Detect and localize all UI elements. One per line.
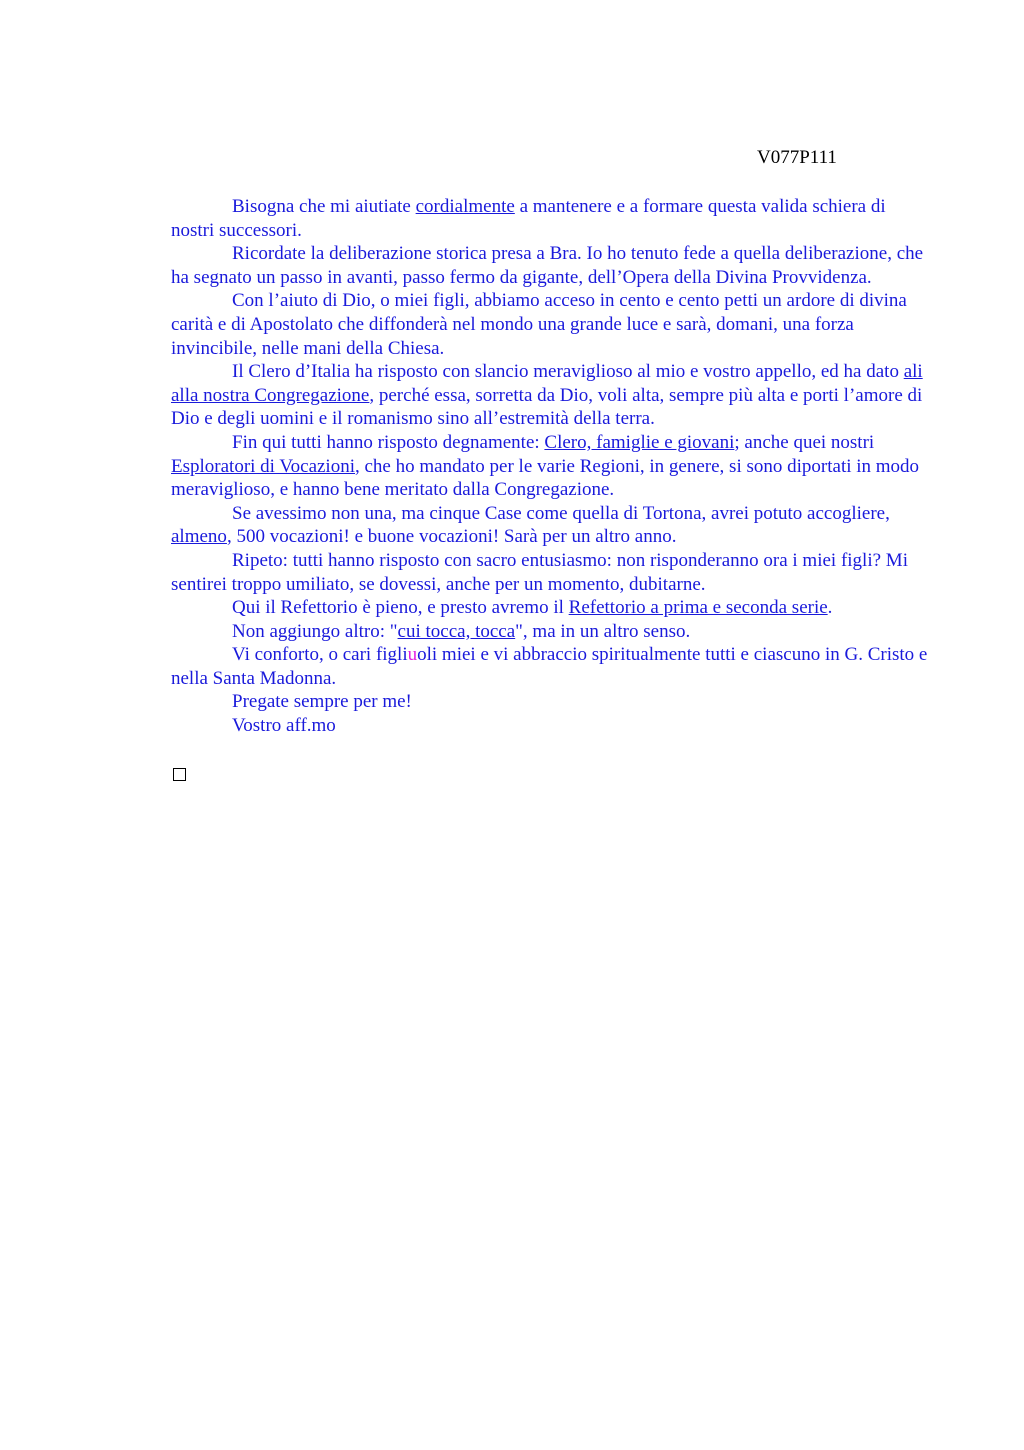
text-run: Ricordate la deliberazione storica presa a Bra. Io ho tenuto fede a quella deliberazione, che ha segnato un passo in avanti, passo fermo da gigante, dell’Opera della Divina Provvidenza. — [171, 243, 924, 288]
text-run: , perché essa, sorretta da Dio, voli alta, sempre più alta e porti l’amore di Dio e degli uomini e il romanismo sino all’estremità della terra. — [171, 384, 923, 430]
empty-square-icon — [173, 768, 186, 781]
underlined-text: cui tocca, tocca — [397, 620, 516, 642]
letter-paragraph — [171, 502, 931, 549]
letter-paragraph — [171, 714, 931, 738]
text-run: Qui il Refettorio è pieno, e presto avremo il — [232, 597, 569, 619]
underlined-text: Esploratori di Vocazioni — [171, 455, 355, 477]
text-run: Non aggiungo altro: " — [232, 620, 398, 642]
letter-paragraph — [171, 242, 931, 289]
underlined-text: ali alla nostra Congregazione — [171, 361, 923, 406]
letter-paragraph — [171, 596, 931, 620]
underlined-text: cordialmente — [415, 196, 515, 217]
text-run: Bisogna che mi aiutiate — [232, 196, 416, 217]
text-run: , che ho mandato per le varie Regioni, in genere, si sono diportati in modo meraviglioso, e hanno bene meritato dalla Congregazione. — [171, 455, 920, 501]
underlined-text: Refettorio a prima e seconda serie — [568, 597, 828, 619]
text-run: ", ma in un altro senso. — [515, 620, 691, 642]
text-run: Con l’aiuto di Dio, o miei figli, abbiamo acceso in cento e cento petti un ardore di divina carità e di Apostolato che diffonderà nel mondo una grande luce e sarà, domani, una forza invincibile, nelle mani della Chiesa. — [171, 290, 907, 359]
highlighted-text: u — [407, 644, 418, 666]
underlined-text: Clero, famiglie e giovani — [544, 431, 735, 453]
text-run: Fin qui tutti hanno risposto degnamente: — [232, 431, 545, 453]
letter-paragraph — [171, 549, 931, 596]
text-run: , 500 vocazioni! e buone vocazioni! Sarà per un altro anno. — [226, 526, 677, 548]
letter-paragraph — [171, 431, 931, 502]
letter-paragraph — [171, 690, 931, 714]
page-id: V077P111 — [757, 147, 837, 168]
letter-paragraph — [171, 643, 931, 690]
text-run: a mantenere e a formare questa valida schiera di nostri successori. — [171, 196, 886, 241]
letter-paragraph — [171, 620, 931, 644]
text-run: Pregate sempre per me! — [232, 691, 412, 713]
text-run: Vostro aff.mo — [232, 715, 336, 737]
letter-body — [171, 195, 931, 738]
underlined-text: almeno — [171, 526, 227, 548]
text-run: . — [827, 597, 833, 619]
text-run: Il Clero d’Italia ha risposto con slancio meraviglioso al mio e vostro appello, ed ha dato — [232, 361, 904, 383]
text-run: Vi conforto, o cari figli — [232, 644, 408, 666]
letter-paragraph — [171, 195, 931, 242]
text-run: ; anche quei nostri — [734, 431, 875, 453]
text-run: Ripeto: tutti hanno risposto con sacro entusiasmo: non risponderanno ora i miei figli? Mi sentirei troppo umiliato, se dovessi, anche per un momento, dubitarne. — [171, 549, 908, 595]
text-run: oli miei e vi abbraccio spiritualmente tutti e ciascuno in G. Cristo e nella Santa Madonna. — [171, 644, 928, 689]
letter-paragraph — [171, 360, 931, 431]
letter-paragraph — [171, 289, 931, 360]
text-run: Se avessimo non una, ma cinque Case come quella di Tortona, avrei potuto accogliere, — [232, 502, 890, 524]
